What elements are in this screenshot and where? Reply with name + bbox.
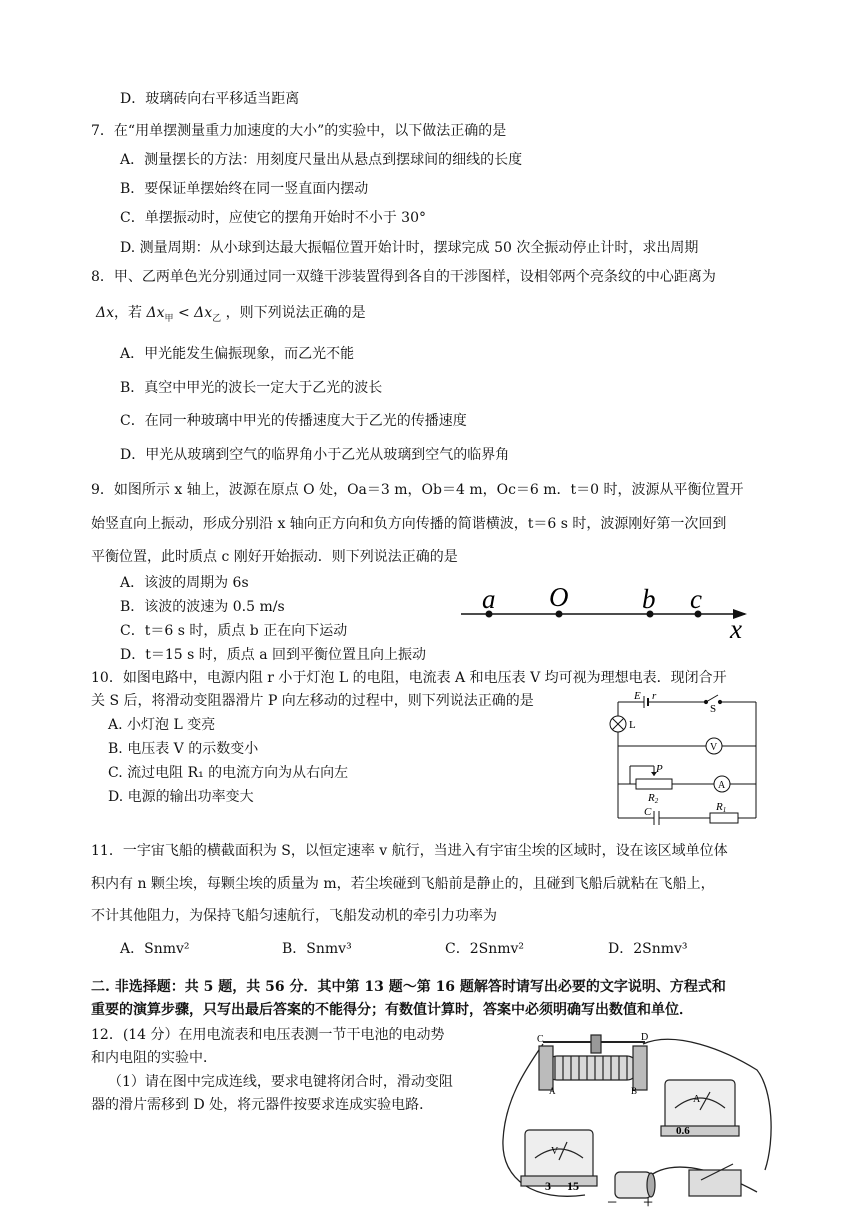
q7-option-c: C．单摆振动时，应使它的摆角开始时不小于 30° <box>120 210 426 226</box>
q11-line2: 积内有 n 颗尘埃，每颗尘埃的质量为 m，若尘埃碰到飞船前是静止的，且碰到飞船后就粘在飞船上， <box>91 876 715 892</box>
q9-option-b: B．该波的波速为 0.5 m/s <box>120 599 285 615</box>
q7-stem: 7．在“用单摆测量重力加速度的大小”的实验中，以下做法正确的是 <box>91 123 507 139</box>
q10-option-a: A. 小灯泡 L 变亮 <box>108 717 216 733</box>
q8-option-c: C．在同一种玻璃中甲光的传播速度大于乙光的传播速度 <box>120 413 467 429</box>
svg-text:E: E <box>634 690 641 702</box>
q7-option-a: A．测量摆长的方法：用刻度尺量出从悬点到摆球间的细线的长度 <box>120 152 523 168</box>
svg-text:+: + <box>643 1192 654 1210</box>
q9-line3: 平衡位置，此时质点 c 刚好开始振动．则下列说法正确的是 <box>91 549 458 565</box>
section2-heading-line2: 重要的演算步骤，只写出最后答案的不能得分；有数值计算时，答案中必须明确写出数值和单位． <box>91 1002 693 1018</box>
q9-option-c: C．t＝6 s 时，质点 b 正在向下运动 <box>120 623 348 639</box>
q8-option-a: A．甲光能发生偏振现象，而乙光不能 <box>120 346 355 362</box>
svg-text:C: C <box>644 806 652 818</box>
q12-line2: 和内电阻的实验中． <box>91 1050 217 1066</box>
q12-line4: 器的滑片需移到 D 处，将元器件按要求连成实验电路． <box>91 1097 434 1113</box>
q10-circuit-diagram <box>608 688 763 830</box>
svg-text:R1: R1 <box>716 801 727 814</box>
q9-option-a: A．该波的周期为 6s <box>120 575 249 591</box>
rheostat-icon <box>539 1035 647 1090</box>
q9-option-d: D．t＝15 s 时，质点 a 回到平衡位置且向上振动 <box>120 647 426 663</box>
q9-line2: 始竖直向上振动，形成分别沿 x 轴向正方向和负方向传播的简谐横波，t＝6 s 时，波源刚好第一次回到 <box>91 516 727 532</box>
svg-text:V: V <box>551 1146 559 1157</box>
q10-line2: 关 S 后，将滑动变阻器滑片 P 向左移动的过程中，则下列说法正确的是 <box>91 693 534 709</box>
svg-text:3: 3 <box>545 1179 551 1193</box>
q8-stem: 8．甲、乙两单色光分别通过同一双缝干涉装置得到各自的干涉图样，设相邻两个亮条纹的中心距离为 <box>91 269 716 285</box>
svg-text:C: C <box>537 1034 544 1045</box>
q10-option-d: D. 电源的输出功率变大 <box>108 789 254 805</box>
svg-text:15: 15 <box>567 1179 579 1193</box>
q8-option-b: B．真空中甲光的波长一定大于乙光的波长 <box>120 380 383 396</box>
svg-text:L: L <box>629 719 636 731</box>
svg-text:r: r <box>652 690 657 702</box>
q11-line1: 11．一宇宙飞船的横截面积为 S，以恒定速率 v 航行，当进入有宇宙尘埃的区域时，设在该区域单位体 <box>91 843 728 859</box>
svg-text:B: B <box>631 1086 638 1096</box>
svg-text:A: A <box>549 1086 556 1096</box>
q12-line3: （1）请在图中完成连线，要求电键将闭合时，滑动变阻 <box>108 1074 453 1090</box>
label-o: O <box>549 582 569 612</box>
q11-option-b: B．Snmv³ <box>282 941 352 957</box>
lamp-icon <box>610 716 626 732</box>
ammeter-icon <box>661 1080 739 1136</box>
q11-line3: 不计其他阻力，为保持飞船匀速航行，飞船发动机的牵引力功率为 <box>91 908 497 924</box>
q12-line1: 12．(14 分）在用电流表和电压表测一节干电池的电动势 <box>91 1027 445 1043</box>
svg-text:D: D <box>641 1032 649 1043</box>
svg-text:−: − <box>607 1192 618 1210</box>
q10-option-c: C. 流过电阻 R₁ 的电流方向为从右向左 <box>108 765 349 781</box>
svg-text:0.6: 0.6 <box>676 1125 690 1137</box>
q10-line1: 10．如图电路中，电源内阻 r 小于灯泡 L 的电阻，电流表 A 和电压表 V 均可视为理想电表．现闭合开 <box>91 670 727 686</box>
q11-option-d: D．2Snmv³ <box>608 941 688 957</box>
q11-option-a: A．Snmv² <box>120 941 190 957</box>
label-c: c <box>690 584 702 614</box>
q8-stem-formula: Δx，若 $\Delta x_甲 < \Delta x_乙$ ，则下列说法正确的是 <box>96 305 366 324</box>
q7-option-b: B．要保证单摆始终在同一竖直面内摆动 <box>120 181 369 197</box>
label-b: b <box>642 584 656 614</box>
q9-wave-axis-figure <box>455 578 765 643</box>
svg-text:S: S <box>710 703 717 715</box>
q10-option-b: B. 电压表 V 的示数变小 <box>108 741 259 757</box>
svg-text:V: V <box>710 742 718 753</box>
svg-text:A: A <box>693 1094 701 1105</box>
voltmeter-icon <box>521 1130 597 1186</box>
q8-option-d: D．甲光从玻璃到空气的临界角小于乙光从玻璃到空气的临界角 <box>120 447 510 463</box>
q9-line1: 9．如图所示 x 轴上，波源在原点 O 处，Oa＝3 m，Ob＝4 m，Oc＝6 m．t＝0 时，波源从平衡位置开 <box>91 482 744 498</box>
section2-heading-line1: 二. 非选择题：共 5 题，共 56 分．其中第 13 题～第 16 题解答时请写出必要的文字说明、方程式和 <box>91 979 726 995</box>
q6-option-d: D．玻璃砖向右平移适当距离 <box>120 91 300 107</box>
label-x: x <box>730 614 742 643</box>
label-a: a <box>482 584 496 614</box>
q7-option-d: D. 测量周期：从小球到达最大振幅位置开始计时，摆球完成 50 次全振动停止计时，求出周期 <box>120 240 699 256</box>
svg-text:R2: R2 <box>648 792 659 805</box>
svg-text:P: P <box>656 763 663 775</box>
q12-apparatus-figure <box>495 1030 780 1210</box>
svg-text:A: A <box>718 780 726 791</box>
q11-option-c: C．2Snmv² <box>445 941 525 957</box>
